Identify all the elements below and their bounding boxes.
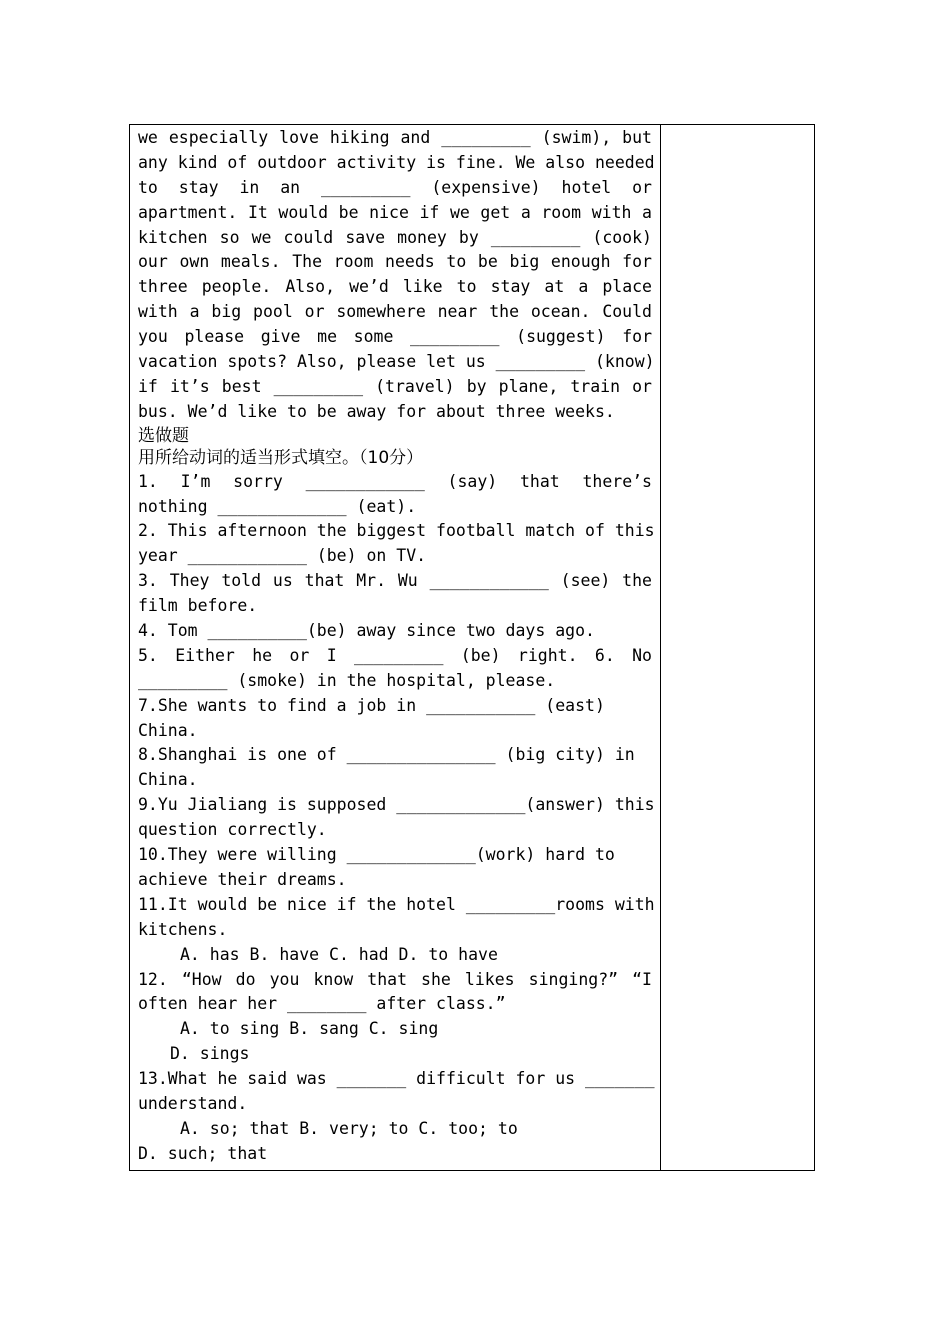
content-body bbox=[138, 126, 655, 1167]
passage-line: apartment. It would be nice if we get a room with a bbox=[138, 202, 652, 222]
answer-options: A. has B. have C. had D. to have bbox=[180, 944, 498, 964]
worksheet-table bbox=[129, 124, 815, 1171]
question-line: 7.She wants to find a job in ___________ (east) bbox=[138, 695, 605, 715]
passage-line: if it’s best _________ (travel) by plane, train or bbox=[138, 376, 652, 396]
answer-options: A. so; that B. very; to C. too; to bbox=[180, 1118, 518, 1138]
passage-line: three people. Also, we’d like to stay at a place bbox=[138, 277, 652, 297]
question-line: question correctly. bbox=[138, 820, 327, 840]
passage-line: vacation spots? Also, please let us _________ (know) bbox=[138, 352, 655, 372]
passage-line: kitchen so we could save money by _________ (cook) bbox=[138, 227, 652, 247]
passage-line: to stay in an _________ (expensive) hotel or bbox=[138, 177, 652, 197]
question-line: often hear her ________ after class.” bbox=[138, 994, 506, 1014]
question-list bbox=[138, 470, 655, 1167]
question-line: China. bbox=[138, 770, 198, 790]
section-heading: 选做题 bbox=[138, 425, 189, 446]
question-line: China. bbox=[138, 720, 198, 740]
notes-cell bbox=[661, 125, 814, 1170]
answer-options: D. sings bbox=[170, 1044, 250, 1064]
content-cell bbox=[130, 125, 661, 1170]
question-line: 5. Either he or I _________ (be) right. 6. No bbox=[138, 645, 652, 665]
question-line: 1. I’m sorry ____________ (say) that there’s bbox=[138, 471, 652, 491]
answer-options: A. to sing B. sang C. sing bbox=[180, 1019, 439, 1039]
question-line: nothing _____________ (eat). bbox=[138, 496, 417, 516]
question-line: 11.It would be nice if the hotel _________rooms with bbox=[138, 894, 655, 914]
question-line: _________ (smoke) in the hospital, please. bbox=[138, 670, 556, 690]
question-line: achieve their dreams. bbox=[138, 869, 347, 889]
question-line: 9.Yu Jialiang is supposed _____________(answer) this bbox=[138, 795, 655, 815]
question-line: 2. This afternoon the biggest football match of this bbox=[138, 521, 655, 541]
passage-line: with a big pool or somewhere near the ocean. Could bbox=[138, 302, 652, 322]
section-instruction: 用所给动词的适当形式填空。（10分） bbox=[138, 448, 424, 469]
passage-line: any kind of outdoor activity is fine. We also needed bbox=[138, 152, 655, 172]
answer-options: D. such; that bbox=[138, 1143, 268, 1163]
question-line: kitchens. bbox=[138, 919, 228, 939]
passage-line: bus. We’d like to be away for about three weeks. bbox=[138, 401, 615, 421]
question-line: 13.What he said was _______ difficult for us _______ bbox=[138, 1069, 655, 1089]
question-line: 4. Tom __________(be) away since two days ago. bbox=[138, 621, 595, 641]
question-line: film before. bbox=[138, 596, 258, 616]
question-line: 10.They were willing _____________(work) hard to bbox=[138, 845, 615, 865]
question-line: 3. They told us that Mr. Wu ____________ (see) the bbox=[138, 571, 652, 591]
passage-line: you please give me some _________ (suggest) for bbox=[138, 327, 652, 347]
question-line: 8.Shanghai is one of _______________ (big city) in bbox=[138, 745, 635, 765]
reading-passage bbox=[138, 126, 655, 425]
passage-line: we especially love hiking and _________ (swim), but bbox=[138, 128, 652, 147]
question-line: year ____________ (be) on TV. bbox=[138, 546, 427, 566]
question-line: understand. bbox=[138, 1093, 248, 1113]
passage-line: our own meals. The room needs to be big enough for bbox=[138, 252, 652, 272]
question-line: 12. “How do you know that she likes singing?” “I bbox=[138, 969, 652, 989]
